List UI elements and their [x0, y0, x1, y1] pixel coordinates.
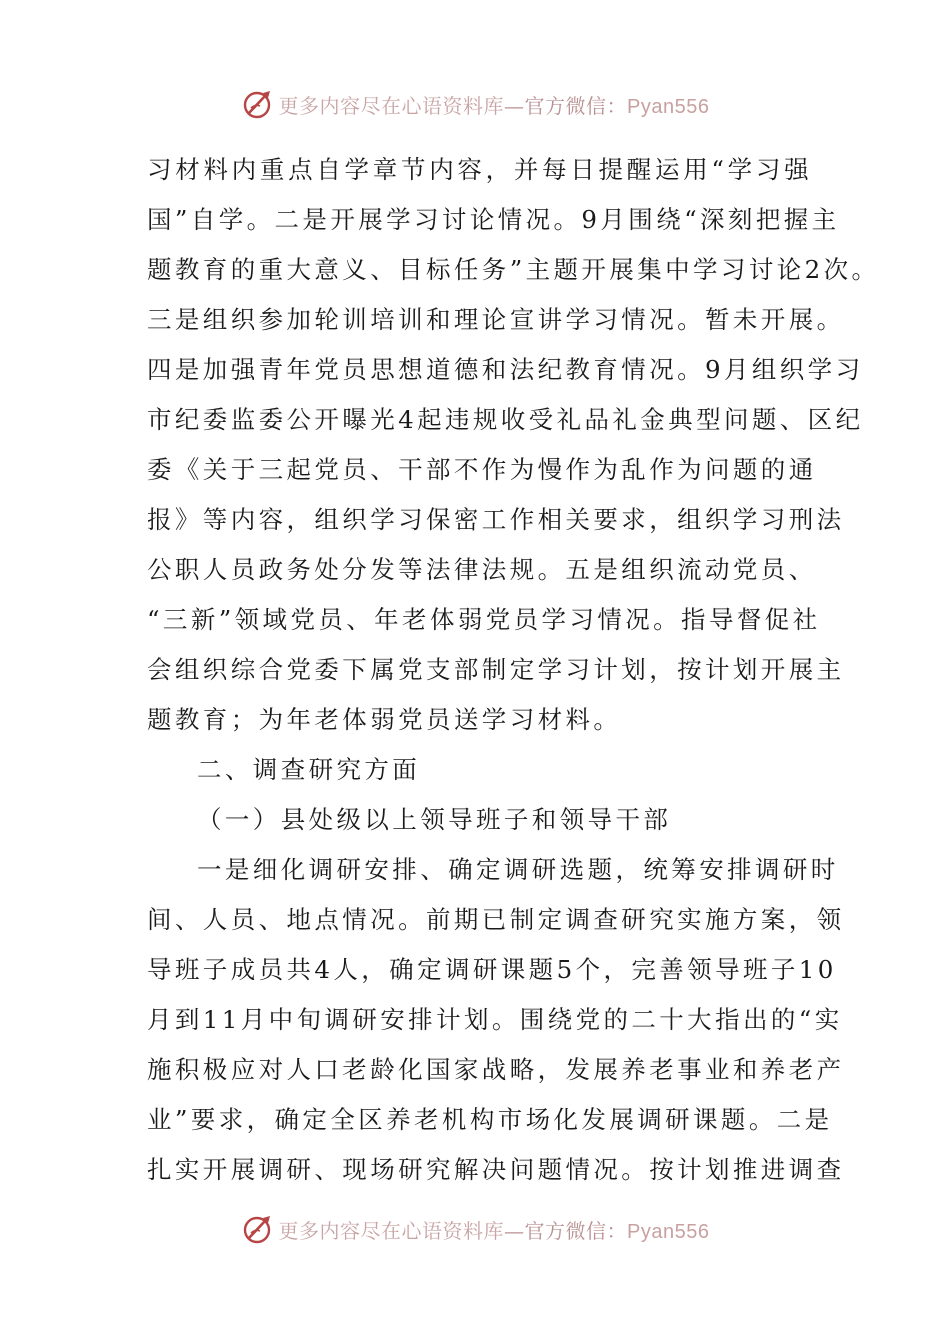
body-line: “三新”领域党员、年老体弱党员学习情况。指导督促社 — [147, 605, 821, 634]
body-line: 习材料内重点自学章节内容，并每日提醒运用“学习强 — [147, 155, 812, 184]
watermark-wechat-id: Pyan556 — [627, 1220, 710, 1243]
pen-logo-icon — [241, 87, 275, 121]
body-line: 报》等内容，组织学习保密工作相关要求，组织学习刑法 — [147, 505, 845, 534]
watermark-wechat-label: —官方微信： — [504, 93, 628, 118]
body-line: 四是加强青年党员思想道德和法纪教育情况。9月组织学习 — [147, 355, 864, 384]
watermark-title: 更多内容尽在心语资料库 — [278, 1218, 505, 1243]
document-body — [147, 145, 880, 1195]
body-line: 间、人员、地点情况。前期已制定调查研究实施方案，领 — [147, 905, 845, 934]
body-line: 导班子成员共4人，确定调研课题5个，完善领导班子10 — [147, 955, 837, 984]
watermark-wechat-id: Pyan556 — [627, 95, 710, 118]
body-line: 市纪委监委公开曝光4起违规收受礼品礼金典型问题、区纪 — [147, 405, 864, 434]
subsection-heading: （一）县处级以上领导班子和领导干部 — [197, 805, 672, 834]
body-line: 三是组织参加轮训培训和理论宣讲学习情况。暂未开展。 — [147, 305, 845, 334]
body-line: 一是细化调研安排、确定调研选题，统筹安排调研时 — [197, 855, 839, 884]
body-line: 题教育的重大意义、目标任务”主题开展集中学习讨论2次。 — [147, 255, 880, 284]
footer-watermark — [0, 1209, 950, 1249]
section-heading: 二、调查研究方面 — [197, 755, 421, 784]
body-line: 委《关于三起党员、干部不作为慢作为乱作为问题的通 — [147, 455, 817, 484]
body-line: 业”要求，确定全区养老机构市场化发展调研课题。二是 — [147, 1105, 833, 1134]
body-line: 公职人员政务处分发等法律法规。五是组织流动党员、 — [147, 555, 817, 584]
body-line: 施积极应对人口老龄化国家战略，发展养老事业和养老产 — [147, 1055, 845, 1084]
body-line: 题教育；为年老体弱党员送学习材料。 — [147, 705, 622, 734]
body-line: 会组织综合党委下属党支部制定学习计划，按计划开展主 — [147, 655, 845, 684]
body-line: 扎实开展调研、现场研究解决问题情况。按计划推进调查 — [147, 1155, 845, 1184]
body-line: 国”自学。二是开展学习讨论情况。9月围绕“深刻把握主 — [147, 205, 840, 234]
watermark-wechat-label: —官方微信： — [504, 1218, 628, 1243]
watermark-text — [279, 1215, 710, 1244]
pen-logo-icon — [241, 1212, 275, 1246]
header-watermark — [0, 84, 950, 124]
body-line: 月到11月中旬调研安排计划。围绕党的二十大指出的“实 — [147, 1005, 843, 1034]
watermark-title: 更多内容尽在心语资料库 — [278, 93, 505, 118]
watermark-text — [279, 90, 710, 119]
